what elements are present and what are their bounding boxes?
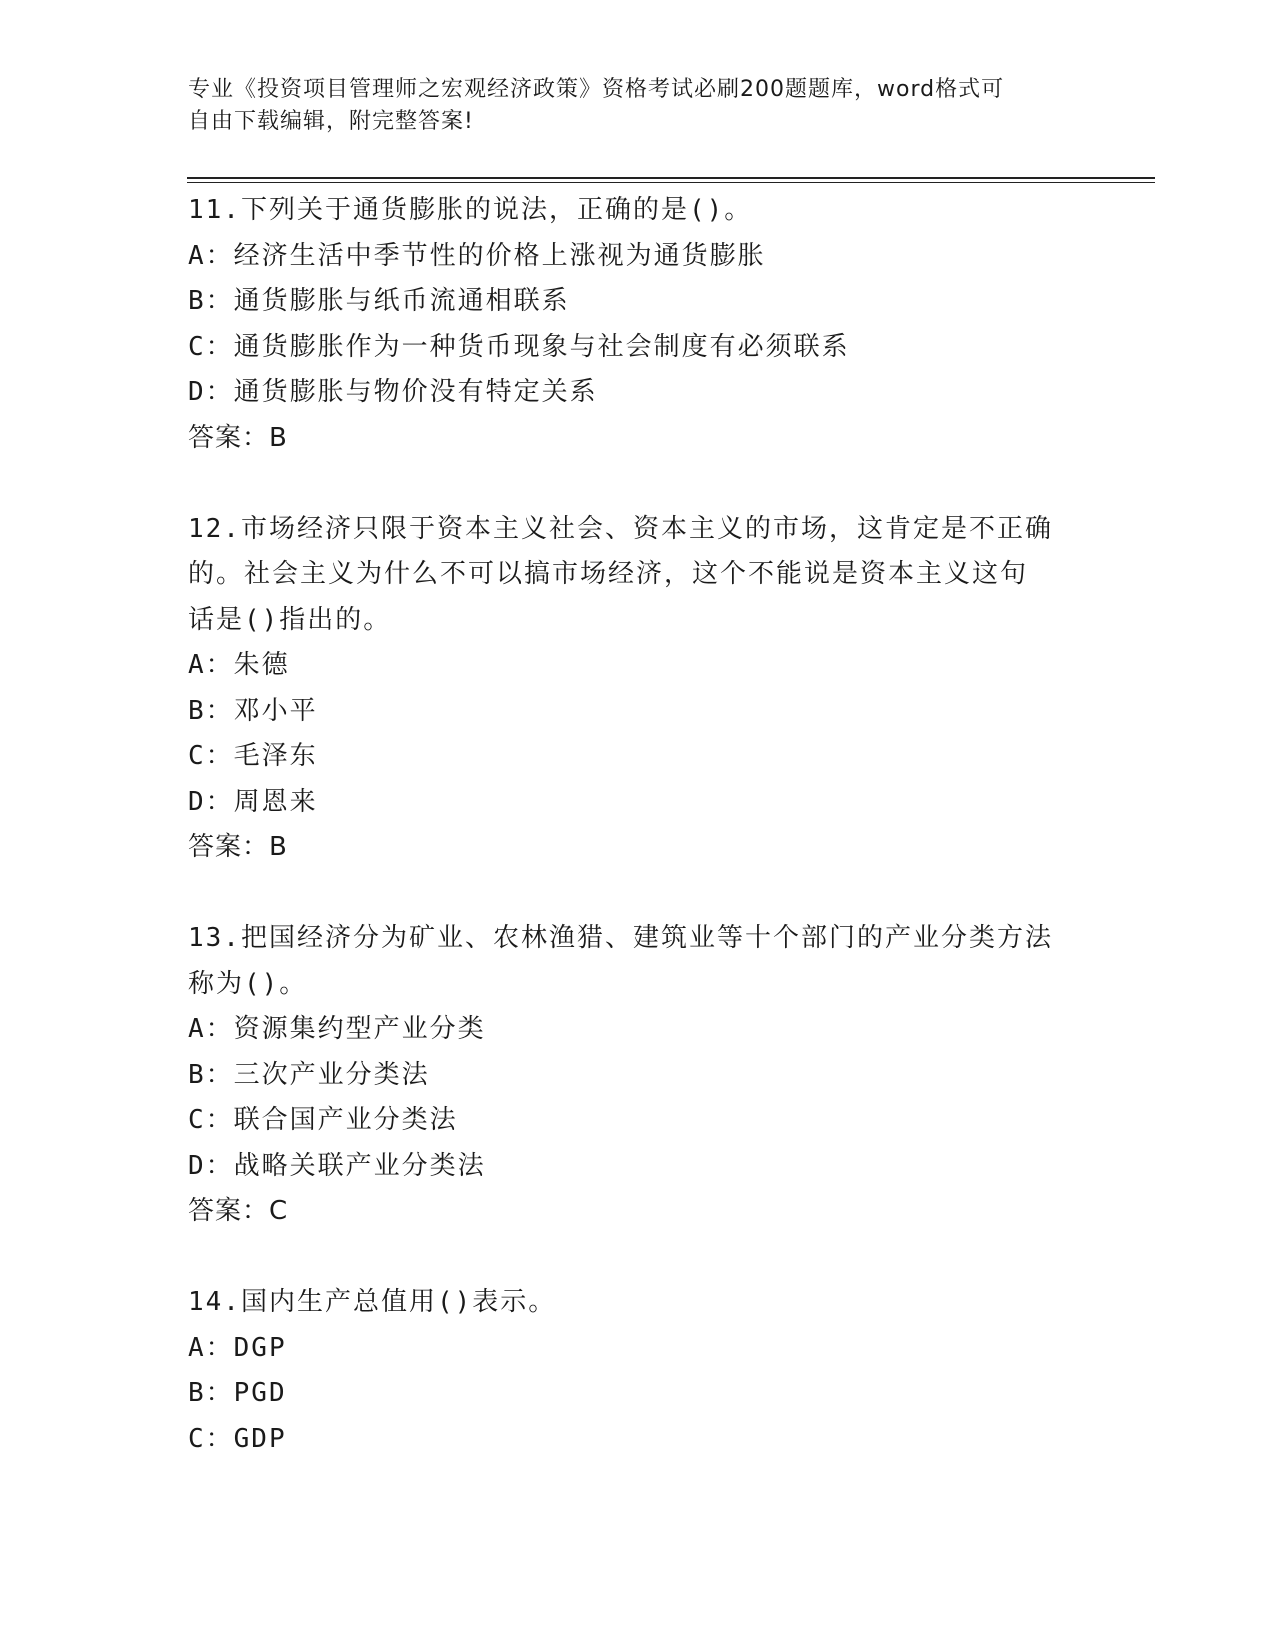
question-stem	[188, 188, 1088, 234]
option-a: A：朱德	[188, 650, 290, 680]
option-a: A：资源集约型产业分类	[188, 1014, 486, 1044]
option-b: B：邓小平	[188, 695, 318, 726]
answer-line: 答案：B	[188, 832, 288, 862]
header-divider-thin	[187, 182, 1155, 183]
question-stem	[188, 507, 1088, 644]
header-line-1: 专业《投资项目管理师之宏观经济政策》资格考试必刷200题题库，word格式可	[188, 77, 1005, 102]
option-c: C：毛泽东	[188, 741, 318, 771]
option-b: B：三次产业分类法	[188, 1059, 430, 1090]
question-13	[188, 916, 1088, 1235]
document-header	[188, 74, 1068, 138]
question-11	[188, 188, 1088, 461]
option-a: A：经济生活中季节性的价格上涨视为通货膨胀	[188, 240, 766, 271]
answer-line: 答案：B	[188, 422, 288, 453]
option-c: C：联合国产业分类法	[188, 1105, 458, 1135]
header-line-2: 自由下载编辑，附完整答案!	[188, 109, 474, 134]
option-d: D：周恩来	[188, 786, 318, 817]
question-stem-line: 的。社会主义为什么不可以搞市场经济，这个不能说是资本主义这句	[188, 559, 1029, 589]
question-stem-line: 12.市场经济只限于资本主义社会、资本主义的市场，这肯定是不正确	[188, 513, 1053, 544]
question-stem	[188, 1280, 1088, 1326]
question-spacer	[188, 461, 1088, 507]
option-b: B：通货膨胀与纸币流通相联系	[188, 286, 570, 316]
option-b: B：PGD	[188, 1378, 287, 1408]
question-stem-line: 14.国内生产总值用()表示。	[188, 1287, 557, 1317]
option-a: A：DGP	[188, 1332, 287, 1363]
option-d: D：战略关联产业分类法	[188, 1150, 486, 1181]
answer-line: 答案：C	[188, 1196, 289, 1226]
question-stem	[188, 916, 1088, 1007]
question-stem-line: 称为()。	[188, 968, 308, 999]
question-stem-line: 11.下列关于通货膨胀的说法，正确的是()。	[188, 195, 753, 225]
question-spacer	[188, 1235, 1088, 1281]
question-stem-line: 13.把国经济分为矿业、农林渔猎、建筑业等十个部门的产业分类方法	[188, 923, 1053, 953]
option-d: D：通货膨胀与物价没有特定关系	[188, 377, 598, 407]
question-spacer	[188, 871, 1088, 917]
question-stem-line: 话是()指出的。	[188, 604, 392, 635]
header-divider-thick	[187, 177, 1155, 179]
question-12	[188, 507, 1088, 871]
option-c: C：通货膨胀作为一种货币现象与社会制度有必须联系	[188, 331, 850, 362]
question-list	[188, 188, 1088, 1462]
option-c: C：GDP	[188, 1423, 287, 1454]
question-14	[188, 1280, 1088, 1462]
